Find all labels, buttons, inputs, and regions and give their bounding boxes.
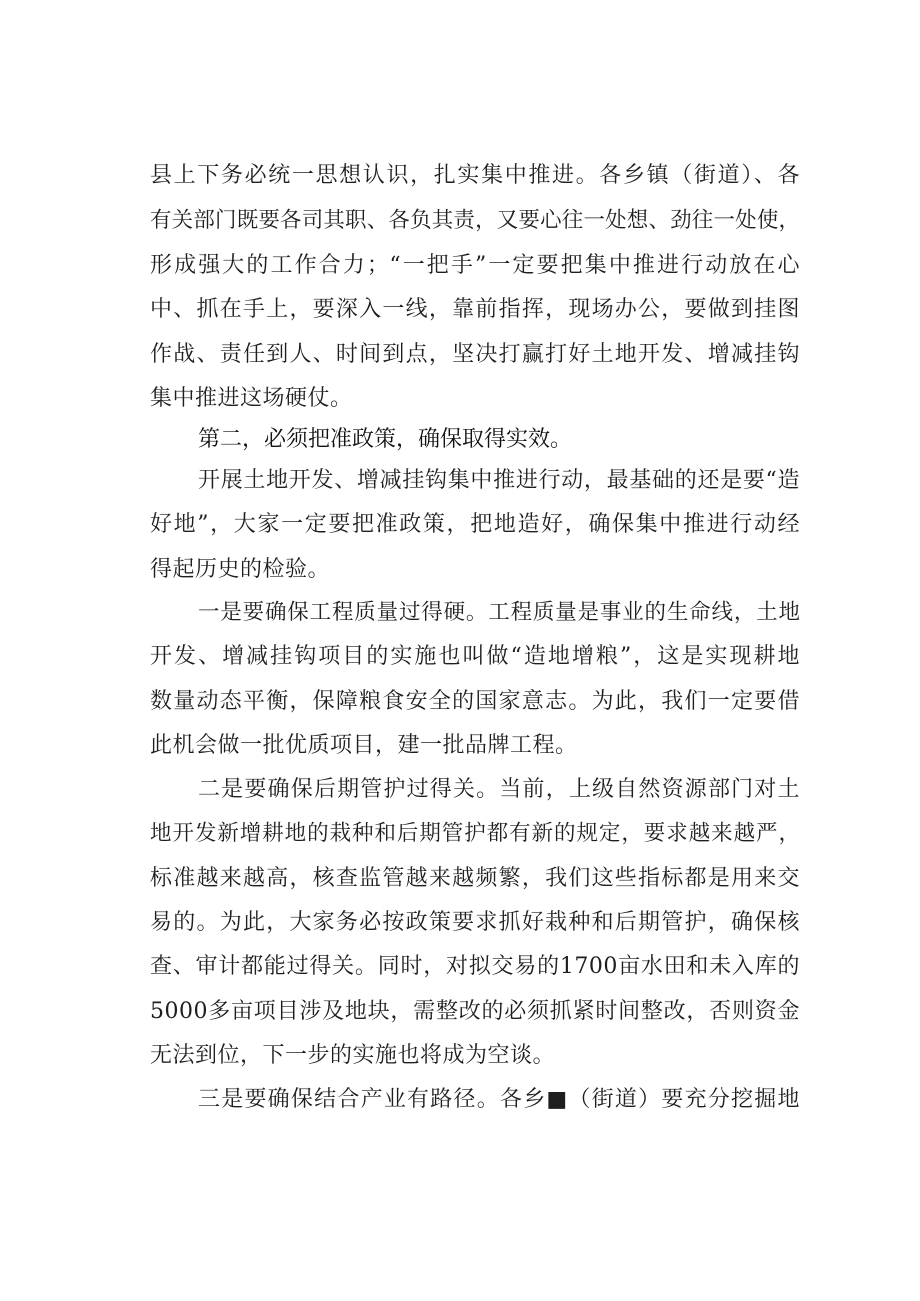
paragraph-4-line-4: 易的。为此，大家务必按政策要求抓好栽种和后期管护，确保核: [150, 910, 800, 935]
paragraph-2-line-1: 开展土地开发、增减挂钩集中推进行动，最基础的还是要“造: [198, 468, 800, 493]
paragraph-3-line-2: 开发、增减挂钩项目的实施也叫做“造地增粮”，这是实现耕地: [150, 644, 800, 669]
paragraph-4-line-3: 标准越来越高，核查监管越来越频繁，我们这些指标都是用来交: [150, 866, 800, 891]
paragraph-1-line-3: 形成强大的工作合力；“一把手”一定要把集中推进行动放在心: [150, 253, 800, 278]
paragraph-4-line-2: 地开发新增耕地的栽种和后期管护都有新的规定，要求越来越严，: [150, 821, 800, 846]
paragraph-1-line-5: 作战、责任到人、时间到点，坚决打赢打好土地开发、增减挂钩: [150, 342, 800, 367]
section-heading: 第二，必须把准政策，确保取得实效。: [198, 427, 573, 452]
paragraph-3-line-4: 此机会做一批优质项目，建一批品牌工程。: [150, 733, 578, 758]
paragraph-4-line-7: 无法到位，下一步的实施也将成为空谈。: [150, 1043, 556, 1068]
paragraph-2-line-2: 好地”，大家一定要把准政策，把地造好，确保集中推进行动经: [150, 512, 800, 537]
paragraph-4-line-1: 二是要确保后期管护过得关。当前，上级自然资源部门对土: [198, 777, 800, 802]
paragraph-1-line-4: 中、抓在手上，要深入一线，靠前指挥，现场办公，要做到挂图: [150, 297, 800, 322]
paragraph-2-line-3: 得起历史的检验。: [150, 557, 331, 582]
paragraph-1-line-2: 有关部门既要各司其职、各负其责，又要心往一处想、劲往一处使，: [150, 208, 800, 233]
paragraph-1-line-6: 集中推进这场硬仗。: [150, 386, 353, 411]
paragraph-3-line-3: 数量动态平衡，保障粮食安全的国家意志。为此，我们一定要借: [150, 689, 800, 714]
paragraph-4-line-5: 查、审计都能过得关。同时，对拟交易的1700亩水田和未入库的: [150, 954, 800, 979]
paragraph-4-line-6: 5000多亩项目涉及地块，需整改的必须抓紧时间整改，否则资金: [150, 999, 800, 1024]
paragraph-1-line-1: 县上下务必统一思想认识，扎实集中推进。各乡镇（街道）、各: [150, 163, 800, 188]
paragraph-5-line-1: 三是要确保结合产业有路径。各乡■（街道）要充分挖掘地: [198, 1087, 800, 1112]
paragraph-3-line-1: 一是要确保工程质量过得硬。工程质量是事业的生命线，土地: [198, 600, 800, 625]
